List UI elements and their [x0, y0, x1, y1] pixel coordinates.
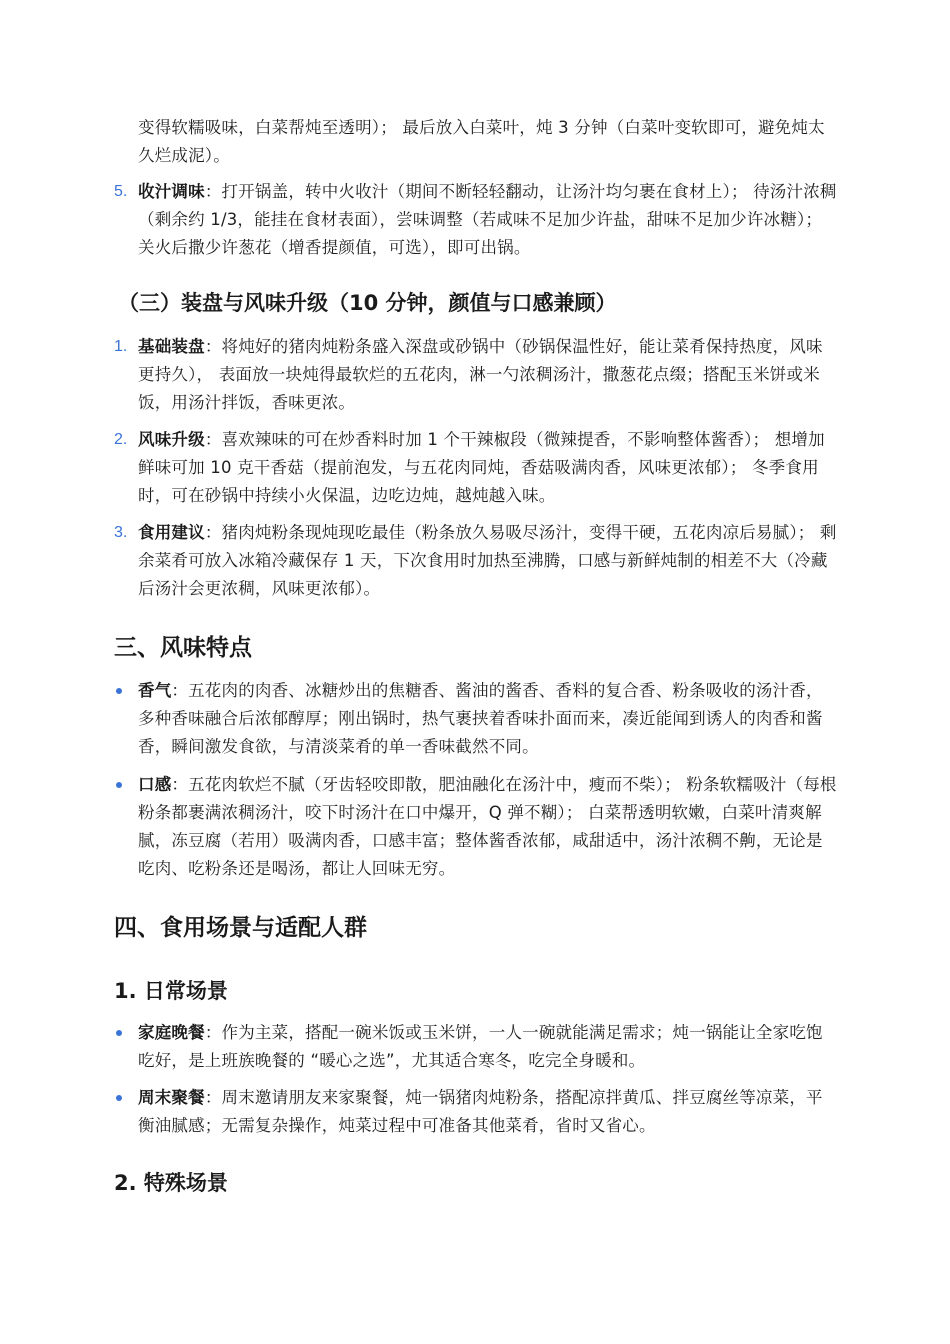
subsection-heading-plating: （三）装盘与风味升级（10 分钟，颜值与口感兼顾） [118, 291, 617, 315]
list-item: 基础装盘：将炖好的猪肉炖粉条盛入深盘或砂锅中（砂锅保温性好，能让菜肴保持热度，风味更持久）， 表面放一块炖得最软烂的五花肉，淋一勺浓稠汤汁，撒葱花点缀；搭配玉米饼或米饭，用汤汁拌饭，香味更浓。 [138, 337, 823, 412]
bullet-icon [116, 1030, 122, 1036]
bullet-icon [116, 688, 122, 694]
list-item-title: 口感 [138, 775, 172, 794]
list-item: 香气：五花肉的肉香、冰糖炒出的焦糖香、酱油的酱香、香料的复合香、粉条吸收的汤汁香，多种香味融合后浓郁醇厚；刚出锅时，热气裹挟着香味扑面而来，凑近能闻到诱人的肉香和酱香，瞬间激发食欲，与清淡菜肴的单一香味截然不同。 [138, 681, 823, 756]
subsection-heading-daily: 1. 日常场景 [114, 979, 228, 1003]
list-number: 5. [114, 183, 128, 200]
list-item-title: 基础装盘 [138, 337, 205, 356]
list-number: 1. [114, 338, 128, 355]
section-heading-scenarios: 四、食用场景与适配人群 [114, 915, 367, 941]
list-number: 3. [114, 524, 128, 541]
list-item: 食用建议：猪肉炖粉条现炖现吃最佳（粉条放久易吸尽汤汁，变得干硬，五花肉凉后易腻）； 剩余菜肴可放入冰箱冷藏保存 1 天，下次食用时加热至沸腾，口感与新鲜炖制的相差不大（冷藏后汤汁会更浓稠，风味更浓郁）。 [138, 523, 837, 598]
subsection-heading-special: 2. 特殊场景 [114, 1171, 228, 1195]
list-item: 家庭晚餐：作为主菜，搭配一碗米饭或玉米饼，一人一碗就能满足需求；炖一锅能让全家吃饱吃好，是上班族晚餐的 “暖心之选”，尤其适合寒冬，吃完全身暖和。 [138, 1023, 823, 1070]
step-5-title: 收汁调味 [138, 182, 205, 201]
list-item-title: 周末聚餐 [138, 1088, 205, 1107]
step-5-paragraph: 收汁调味：打开锅盖，转中火收汁（期间不断轻轻翻动，让汤汁均匀裹在食材上）； 待汤汁浓稠（剩余约 1/3，能挂在食材表面），尝味调整（若咸味不足加少许盐，甜味不足加少许冰糖）； 关火后撒少许葱花（增香提颜值，可选），即可出锅。 [138, 182, 837, 257]
list-item-title: 家庭晚餐 [138, 1023, 205, 1042]
section-heading-flavor: 三、风味特点 [114, 635, 252, 661]
list-item-title: 香气 [138, 681, 172, 700]
continuation-paragraph: 变得软糯吸味，白菜帮炖至透明）； 最后放入白菜叶，炖 3 分钟（白菜叶变软即可，避免炖太久烂成泥）。 [138, 118, 825, 165]
bullet-icon [116, 782, 122, 788]
list-item: 风味升级：喜欢辣味的可在炒香料时加 1 个干辣椒段（微辣提香，不影响整体酱香）； 想增加鲜味可加 10 克干香菇（提前泡发，与五花肉同炖，香菇吸满肉香，风味更浓郁）； 冬季食用时，可在砂锅中持续小火保温，边吃边炖，越炖越入味。 [138, 430, 825, 505]
list-number: 2. [114, 431, 128, 448]
list-item: 口感：五花肉软烂不腻（牙齿轻咬即散，肥油融化在汤汁中，瘦而不柴）； 粉条软糯吸汁（每根粉条都裹满浓稠汤汁，咬下时汤汁在口中爆开，Q 弹不糊）； 白菜帮透明软嫩，白菜叶清爽解腻，冻豆腐（若用）吸满肉香，口感丰富；整体酱香浓郁，咸甜适中，汤汁浓稠不齁，无论是吃肉、吃粉条还是喝汤，都让人回味无穷。 [138, 775, 837, 878]
bullet-icon [116, 1095, 122, 1101]
list-item: 周末聚餐：周末邀请朋友来家聚餐，炖一锅猪肉炖粉条，搭配凉拌黄瓜、拌豆腐丝等凉菜，平衡油腻感；无需复杂操作，炖菜过程中可准备其他菜肴，省时又省心。 [138, 1088, 823, 1135]
list-item-title: 风味升级 [138, 430, 205, 449]
list-item-title: 食用建议 [138, 523, 205, 542]
